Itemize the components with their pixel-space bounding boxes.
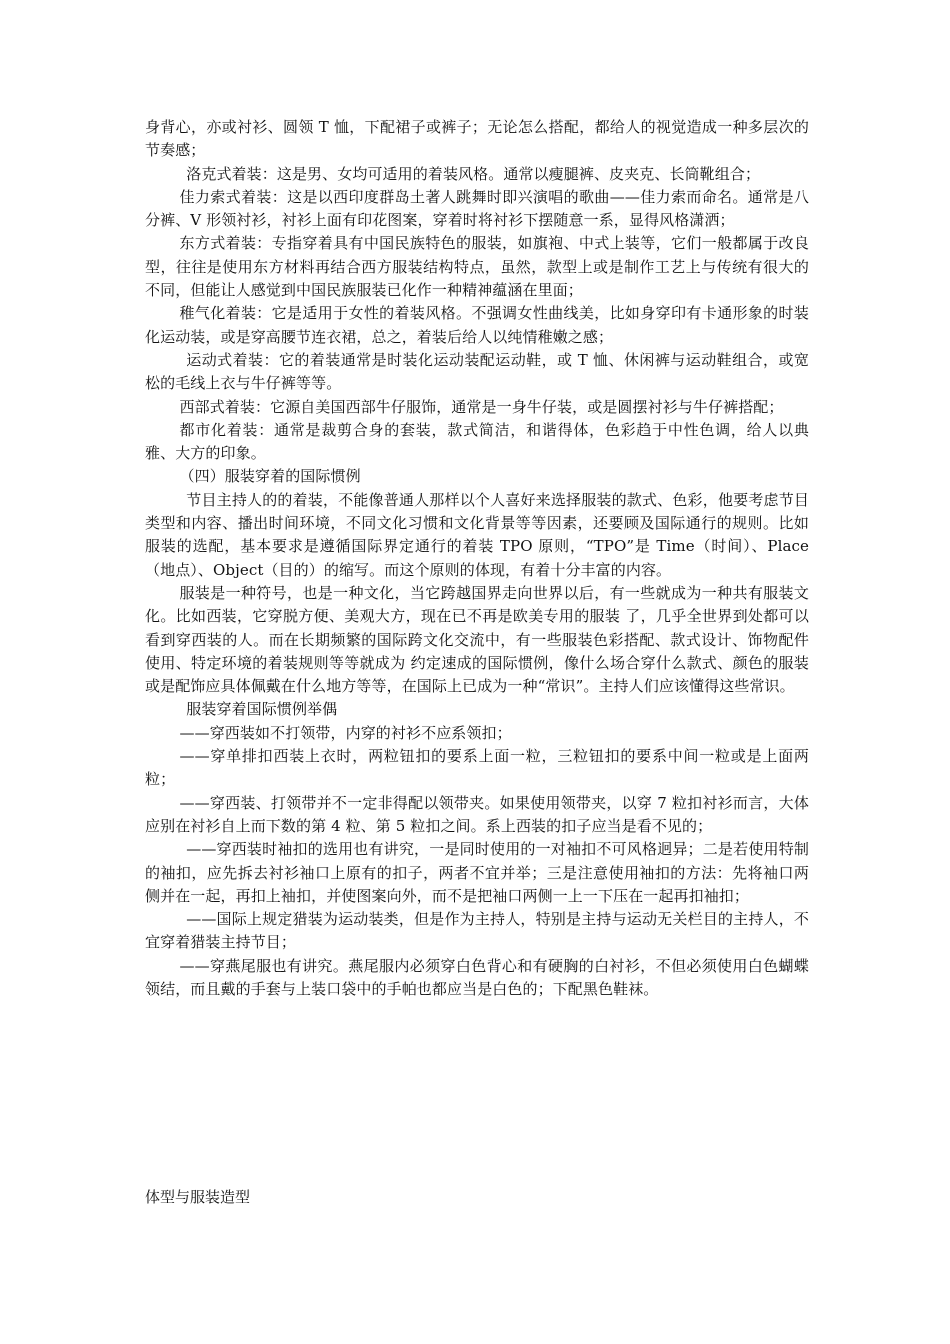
subheading-convention-examples: 服装穿着国际惯例举偶 bbox=[186, 700, 338, 719]
paragraph-urban-style: 都市化着装：通常是裁剪合身的套装，款式简洁，和谐得体，色彩趋于中性色调，给人以典雅、大方的印象。 bbox=[145, 420, 809, 463]
document-body bbox=[145, 116, 809, 1001]
section-title-body-shape: 体型与服装造型 bbox=[145, 1188, 251, 1206]
paragraph-western-style: 西部式着装：它源自美国西部牛仔服饰，通常是一身牛仔装，或是圆摆衬衫与牛仔裤搭配； bbox=[179, 397, 784, 416]
paragraph-continuation: 身背心，亦或衬衫、圆领 T 恤，下配裙子或裤子；无论怎么搭配，都给人的视觉造成一种多层次的节奏感； bbox=[145, 118, 809, 160]
paragraph-childlike-style: 稚气化着装：它是适用于女性的着装风格。不强调女性曲线美，比如身穿印有卡通形象的时装化运动装，或是穿高腰节连衣裙，总之，着装后给人以纯情稚嫩之感； bbox=[145, 304, 809, 346]
list-item-hunting-suit: ——国际上规定猎装为运动装类，但是作为主持人，特别是主持与运动无关栏目的主持人，不宜穿着猎装主持节目； bbox=[145, 910, 809, 952]
paragraph-rock-style: 洛克式着装：这是男、女均可适用的着装风格。通常以瘦腿裤、皮夹克、长筒靴组合； bbox=[186, 164, 761, 183]
list-item-single-breasted: ——穿单排扣西装上衣时，两粒钮扣的要系上面一粒，三粒钮扣的要系中间一粒或是上面两粒； bbox=[145, 747, 809, 789]
paragraph-clothing-culture: 服装是一种符号，也是一种文化，当它跨越国界走向世界以后，有一些就成为一种共有服装文化。比如西装，它穿脱方便、美观大方，现在已不再是欧美专用的服装 了，几乎全世界到处都可以看到穿西装的人。而在长期频繁的国际跨文化交流中，有一些服装色彩搭配、款式设计、饰物配件使用、特定环境的着装规则等等就成为 约定速成的国际惯例，像什么场合穿什么款式、颜色的服装或是配饰应具体佩戴在什么地方等等，在国际上已成为一种“常识”。主持人们应该懂得这些常识。 bbox=[145, 583, 809, 696]
paragraph-sport-style: 运动式着装：它的着装通常是时装化运动装配运动鞋，或 T 恤、休闲裤与运动鞋组合，或宽松的毛线上衣与牛仔裤等等。 bbox=[145, 350, 809, 393]
list-item-tailcoat: ——穿燕尾服也有讲究。燕尾服内必须穿白色背心和有硬胸的白衬衫，不但必须使用白色蝴蝶领结，而且戴的手套与上装口袋中的手帕也都应当是白色的；下配黑色鞋袜。 bbox=[145, 956, 809, 998]
paragraph-calypso-style: 佳力索式着装：这是以西印度群岛土著人跳舞时即兴演唱的歌曲——佳力索而命名。通常是八分裤、V 形领衬衫，衬衫上面有印花图案，穿着时将衬衫下摆随意一系，显得风格潇洒； bbox=[145, 187, 809, 230]
paragraph-oriental-style: 东方式着装：专指穿着具有中国民族特色的服装，如旗袍、中式上装等，它们一般都属于改良型，往往是使用东方材料再结合西方服装结构特点，虽然，款型上或是制作工艺上与传统有很大的不同，但能让人感觉到中国民族服装已化作一种精神蕴涵在里面； bbox=[145, 234, 809, 300]
list-item-tie-clip: ——穿西装、打领带并不一定非得配以领带夹。如果使用领带夹，以穿 7 粒扣衬衫而言，大体应别在衬衫自上而下数的第 4 粒、第 5 粒扣之间。系上西装的扣子应当是看不见的； bbox=[145, 793, 809, 835]
list-item-cufflinks: ——穿西装时袖扣的选用也有讲究，一是同时使用的一对袖扣不可风格迥异；二是若使用特制的袖扣，应先拆去衬衫袖口上原有的扣子，两者不宜并举；三是注意使用袖扣的方法：先将袖口两侧并在一起，再扣上袖扣，并使图案向外，而不是把袖口两侧一上一下压在一起再扣袖扣； bbox=[145, 840, 809, 905]
section-heading-international-conventions: （四）服装穿着的国际惯例 bbox=[179, 467, 361, 486]
paragraph-host-attire: 节目主持人的的着装，不能像普通人那样以个人喜好来选择服装的款式、色彩，他要考虑节目类型和内容、播出时间环境，不同文化习惯和文化背景等等因素，还要顾及国际通行的规则。比如服装的选配，基本要求是遵循国际界定通行的着装 TPO 原则，“TPO”是 Time（时间）、Place（地点）、Object（目的）的缩写。而这个原则的体现，有着十分丰富的内容。 bbox=[145, 490, 809, 579]
list-item-tie-collar: ——穿西装如不打领带，内穿的衬衫不应系领扣； bbox=[179, 723, 512, 742]
